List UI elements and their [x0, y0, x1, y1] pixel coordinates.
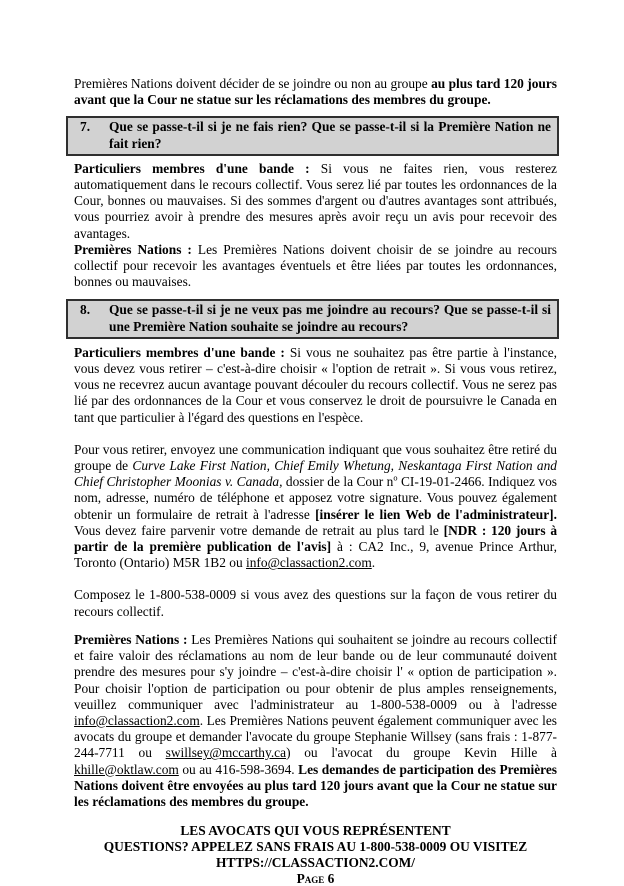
text-run: au plus tard 120 jours avant que la Cour ne statue sur les réclamations des membres du groupe. — [74, 76, 557, 108]
question-8-number: 8. — [80, 302, 91, 318]
question-8-text: Que se passe-t-il si je ne veux pas me joindre au recours? Que se passe-t-il si une Première Nation souhaite se joindre au recours? — [109, 302, 551, 334]
text-run: o — [393, 473, 398, 483]
question-7-text: Que se passe-t-il si je ne fais rien? Que se passe-t-il si la Première Nation ne fait rien? — [109, 119, 551, 151]
text-run: Les demandes de participation des Premières Nations doivent être envoyées au plus tard 120 jours avant que la Cour ne statue sur les réclamations des membres du groupe. — [74, 761, 557, 809]
answer-7-individuals-paragraph — [74, 161, 557, 242]
text-run: Les Premières Nations qui souhaitent se joindre au recours collectif et faire valoir des réclamations au nom de leur bande ou de leur communauté doivent prendre des mesures pour s'y joindre – c'est-à-dire choisir l' « option de participation ». Pour choisir l'option de participation ou pour obtenir de plus amples renseignements, veuillez communiquer avec l'administrateur au 1-800-538-0009 ou à l'adresse — [74, 631, 557, 712]
question-7-number: 7. — [80, 119, 91, 135]
text-run: Si vous ne faites rien, vous resterez automatiquement dans le recours collectif. Vous serez lié par toutes les ordonnances de la Cour, bonnes ou mauvaises. Si des sommes d'argent ou d'autres avantages sont attribués, vous pourriez avoir à prendre des mesures après avoir reçu un avis pour recevoir des avantages. — [74, 160, 557, 241]
text-run: Curve Lake First Nation, Chief Emily Whetung, Neskantaga First Nation and Chief Christopher Moonias v. Canada, — [74, 458, 557, 490]
text-run: ou au 416-598-3694. — [178, 761, 299, 777]
optout-instructions-paragraph — [74, 442, 557, 572]
text-run: Premières Nations : — [74, 241, 192, 257]
text-run: Premières Nations : — [74, 631, 188, 647]
text-run: . — [371, 555, 376, 571]
email-link-swillsey[interactable]: swillsey@mccarthy.ca — [165, 745, 287, 761]
text-run: [insérer le lien Web de l'administrateur]. — [315, 506, 557, 522]
text-run: Pour vous retirer, envoyez une communication indiquant que vous souhaitez être retiré du groupe de — [74, 441, 557, 474]
answer-7-first-nations-paragraph — [74, 242, 557, 291]
text-run: Les Premières Nations doivent choisir de se joindre au recours collectif pour recevoir les avantages éventuels et être liées par toutes les ordonnances, bonnes ou mauvaises. — [74, 241, 558, 290]
compose-note-paragraph — [74, 587, 557, 619]
email-link-administrator[interactable]: info@classaction2.com — [246, 555, 372, 571]
email-link-administrator[interactable]: info@classaction2.com — [74, 712, 200, 728]
first-nations-join-paragraph — [74, 632, 557, 810]
text-run: à : CA2 Inc., 9, avenue Prince Arthur, Toronto (Ontario) M5R 1B2 ou — [74, 539, 557, 571]
text-run: Premières Nations doivent décider de se joindre ou non au groupe — [74, 76, 432, 91]
text-run: ) ou l'avocat du groupe Kevin Hille à — [286, 745, 558, 761]
text-run: Si vous ne souhaitez pas être partie à l'instance, vous devez vous retirer – c'est-à-dire choisir « l'option de retrait ». Si vous vous retirez, vous ne recevrez aucun avantage pouvant découler du recours collectif. Vous ne serez pas lié par des ordonnances de la Cour et vous conservez le droit de poursuivre le Canada en tant que particulier à l'égard des questions en l'espèce. — [74, 344, 557, 425]
page-number: Page 6 — [296, 870, 335, 886]
question-8-box — [66, 299, 559, 338]
text-run: CI-19-01-2466. Indiquez vos nom, adresse, numéro de téléphone et apposez votre signature. Vous pouvez également obtenir un formulaire de retrait à l'adresse — [74, 474, 557, 522]
question-7-box — [66, 116, 559, 155]
text-run: Composez le 1-800-538-0009 si vous avez des questions sur la façon de vous retirer du recours collectif. — [74, 587, 557, 619]
lawyers-section-heading: LES AVOCATS QUI VOUS REPRÉSENTENT — [180, 823, 451, 839]
answer-8-individuals-paragraph — [74, 345, 557, 426]
intro-paragraph — [74, 76, 557, 108]
footer-questions-line: QUESTIONS? APPELEZ SANS FRAIS AU 1-800-538-0009 OU VISITEZ — [103, 839, 528, 855]
text-run: Vous devez faire parvenir votre demande de retrait au plus tard le — [74, 522, 444, 538]
text-run: Particuliers membres d'une bande : — [74, 344, 285, 360]
text-run: dossier de la Cour n — [282, 474, 394, 490]
text-run: Particuliers membres d'une bande : — [74, 160, 310, 176]
text-run: . Les Premières Nations peuvent également communiquer avec les avocats du groupe et demander l'avocate du groupe Stephanie Willsey (sans frais : 1-877-244-7711 ou — [74, 712, 557, 761]
page-footer — [74, 839, 557, 886]
email-link-khille[interactable]: khille@oktlaw.com — [74, 761, 179, 777]
text-run: [NDR : 120 jours à partir de la première publication de l'avis] — [74, 522, 558, 555]
footer-url-line: HTTPS://CLASSACTION2.COM/ — [215, 854, 416, 870]
